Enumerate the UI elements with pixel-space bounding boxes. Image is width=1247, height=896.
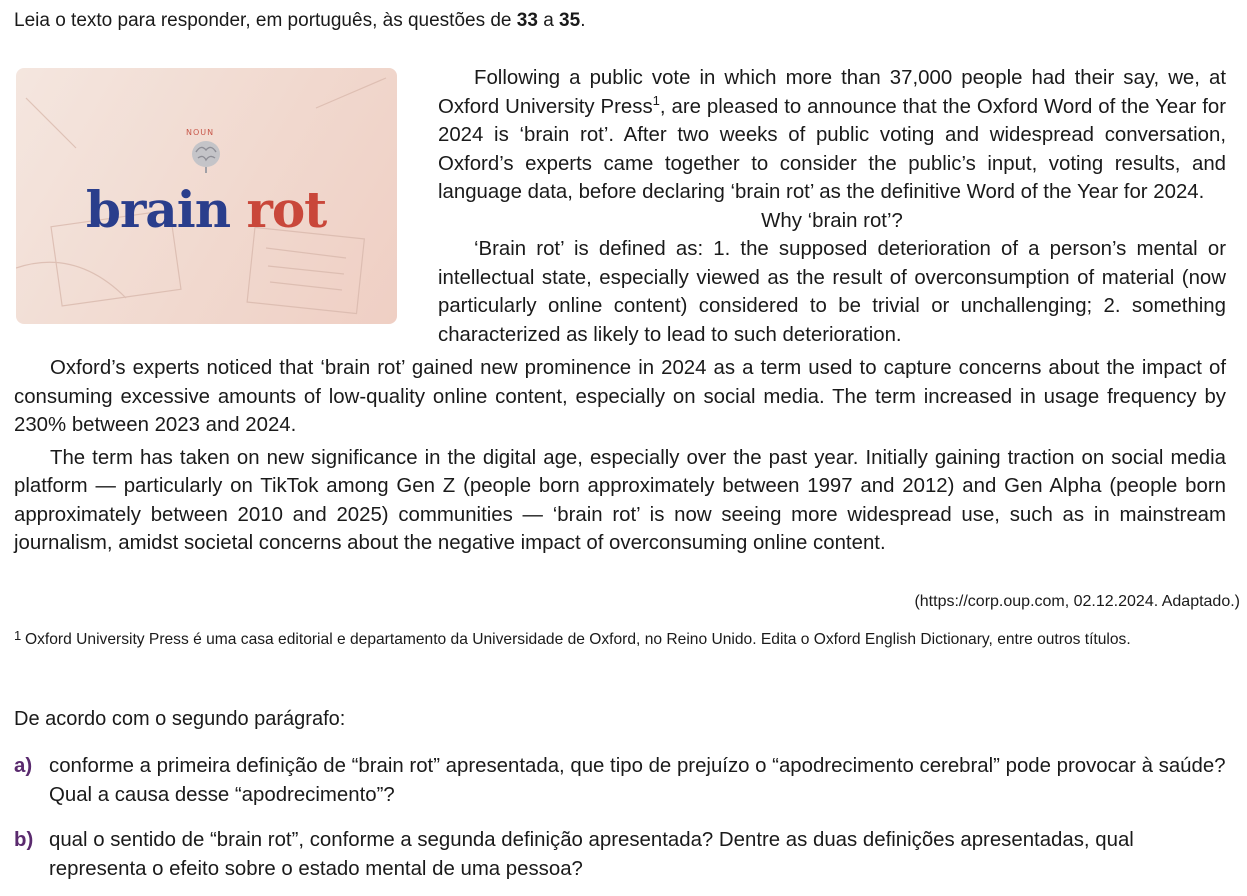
item-text: conforme a primeira definição de “brain rot” apresentada, que tipo de prejuízo o “apodrecimento cerebral” pode provocar à saúde? Qual a causa desse “apodrecimento”? [49,755,1226,806]
footnote-reference: 1 [652,92,660,108]
paragraph-1-text: Following a public vote in which more than 37,000 people had their say, we, at Oxford University Press [438,67,1226,118]
article-text [14,64,1226,558]
instructions-text-after: . [580,10,586,31]
item-letter: a) [14,755,33,777]
item-letter: b) [14,829,34,851]
featured-word-part1: brain [86,180,231,239]
instructions [14,10,585,32]
footnote-mark: 1 [14,628,22,643]
part-of-speech-label: NOUN [186,128,215,137]
featured-word-part2: rot [246,180,327,239]
paragraph-3: Oxford’s experts noticed that ‘brain rot’ gained new prominence in 2024 as a term used to capture concerns about the impact of consuming excessive amounts of low-quality online content, especially on social media. The term increased in usage frequency by 230% between 2023 and 2024. [14,357,1226,436]
instructions-text-before: Leia o texto para responder, em português, às questões de [14,10,517,31]
section-subheading: Why ‘brain rot’? [761,209,903,232]
paragraph-4: The term has taken on new significance in the digital age, especially over the past year. Initially gaining traction on social media platform — particularly on TikTok among Gen Z (people born approximately between 1997 and 2012) and Gen Alpha (people born approximately between 2010 and 2025) communities — ‘brain rot’ is now seeing more widespread use, such as in mainstream journalism, amidst societal concerns about the negative impact of overconsuming online content. [14,446,1226,554]
question-item-b [14,826,1226,883]
paragraph-2: ‘Brain rot’ is defined as: 1. the supposed deterioration of a person’s mental or intellectual state, especially viewed as the result of overconsumption of material (now particularly online content) considered to be trivial or unchallenging; 2. something characterized as likely to lead to such deterioration. [438,238,1226,346]
footnote-text: Oxford University Press é uma casa editorial e departamento da Universidade de Oxford, no Reino Unido. Edita o Oxford English Dictionary, entre outros títulos. [25,631,1131,648]
paragraph-1-text-cont: , are pleased to announce that the Oxford Word of the Year for 2024 is ‘brain rot’. After two weeks of public voting and widespread conversation, Oxford’s experts came together to consider the public’s input, voting results, and language data, before declaring ‘brain rot’ as the definitive Word of the Year for 2024. [438,95,1226,203]
question-end-number: 35 [559,10,581,31]
question-prompt: De acordo com o segundo parágrafo: [14,708,346,730]
footnote [14,628,1226,651]
question-start-number: 33 [516,10,538,31]
question-item-a [14,752,1226,809]
instructions-text-middle: a [537,10,560,31]
item-text: qual o sentido de “brain rot”, conforme a segunda definição apresentada? Dentre as duas definições apresentadas, qual representa o efeito sobre o estado mental de uma pessoa? [49,829,1134,880]
source-citation: (https://corp.oup.com, 02.12.2024. Adaptado.) [914,593,1240,610]
image-spacer [14,64,438,346]
